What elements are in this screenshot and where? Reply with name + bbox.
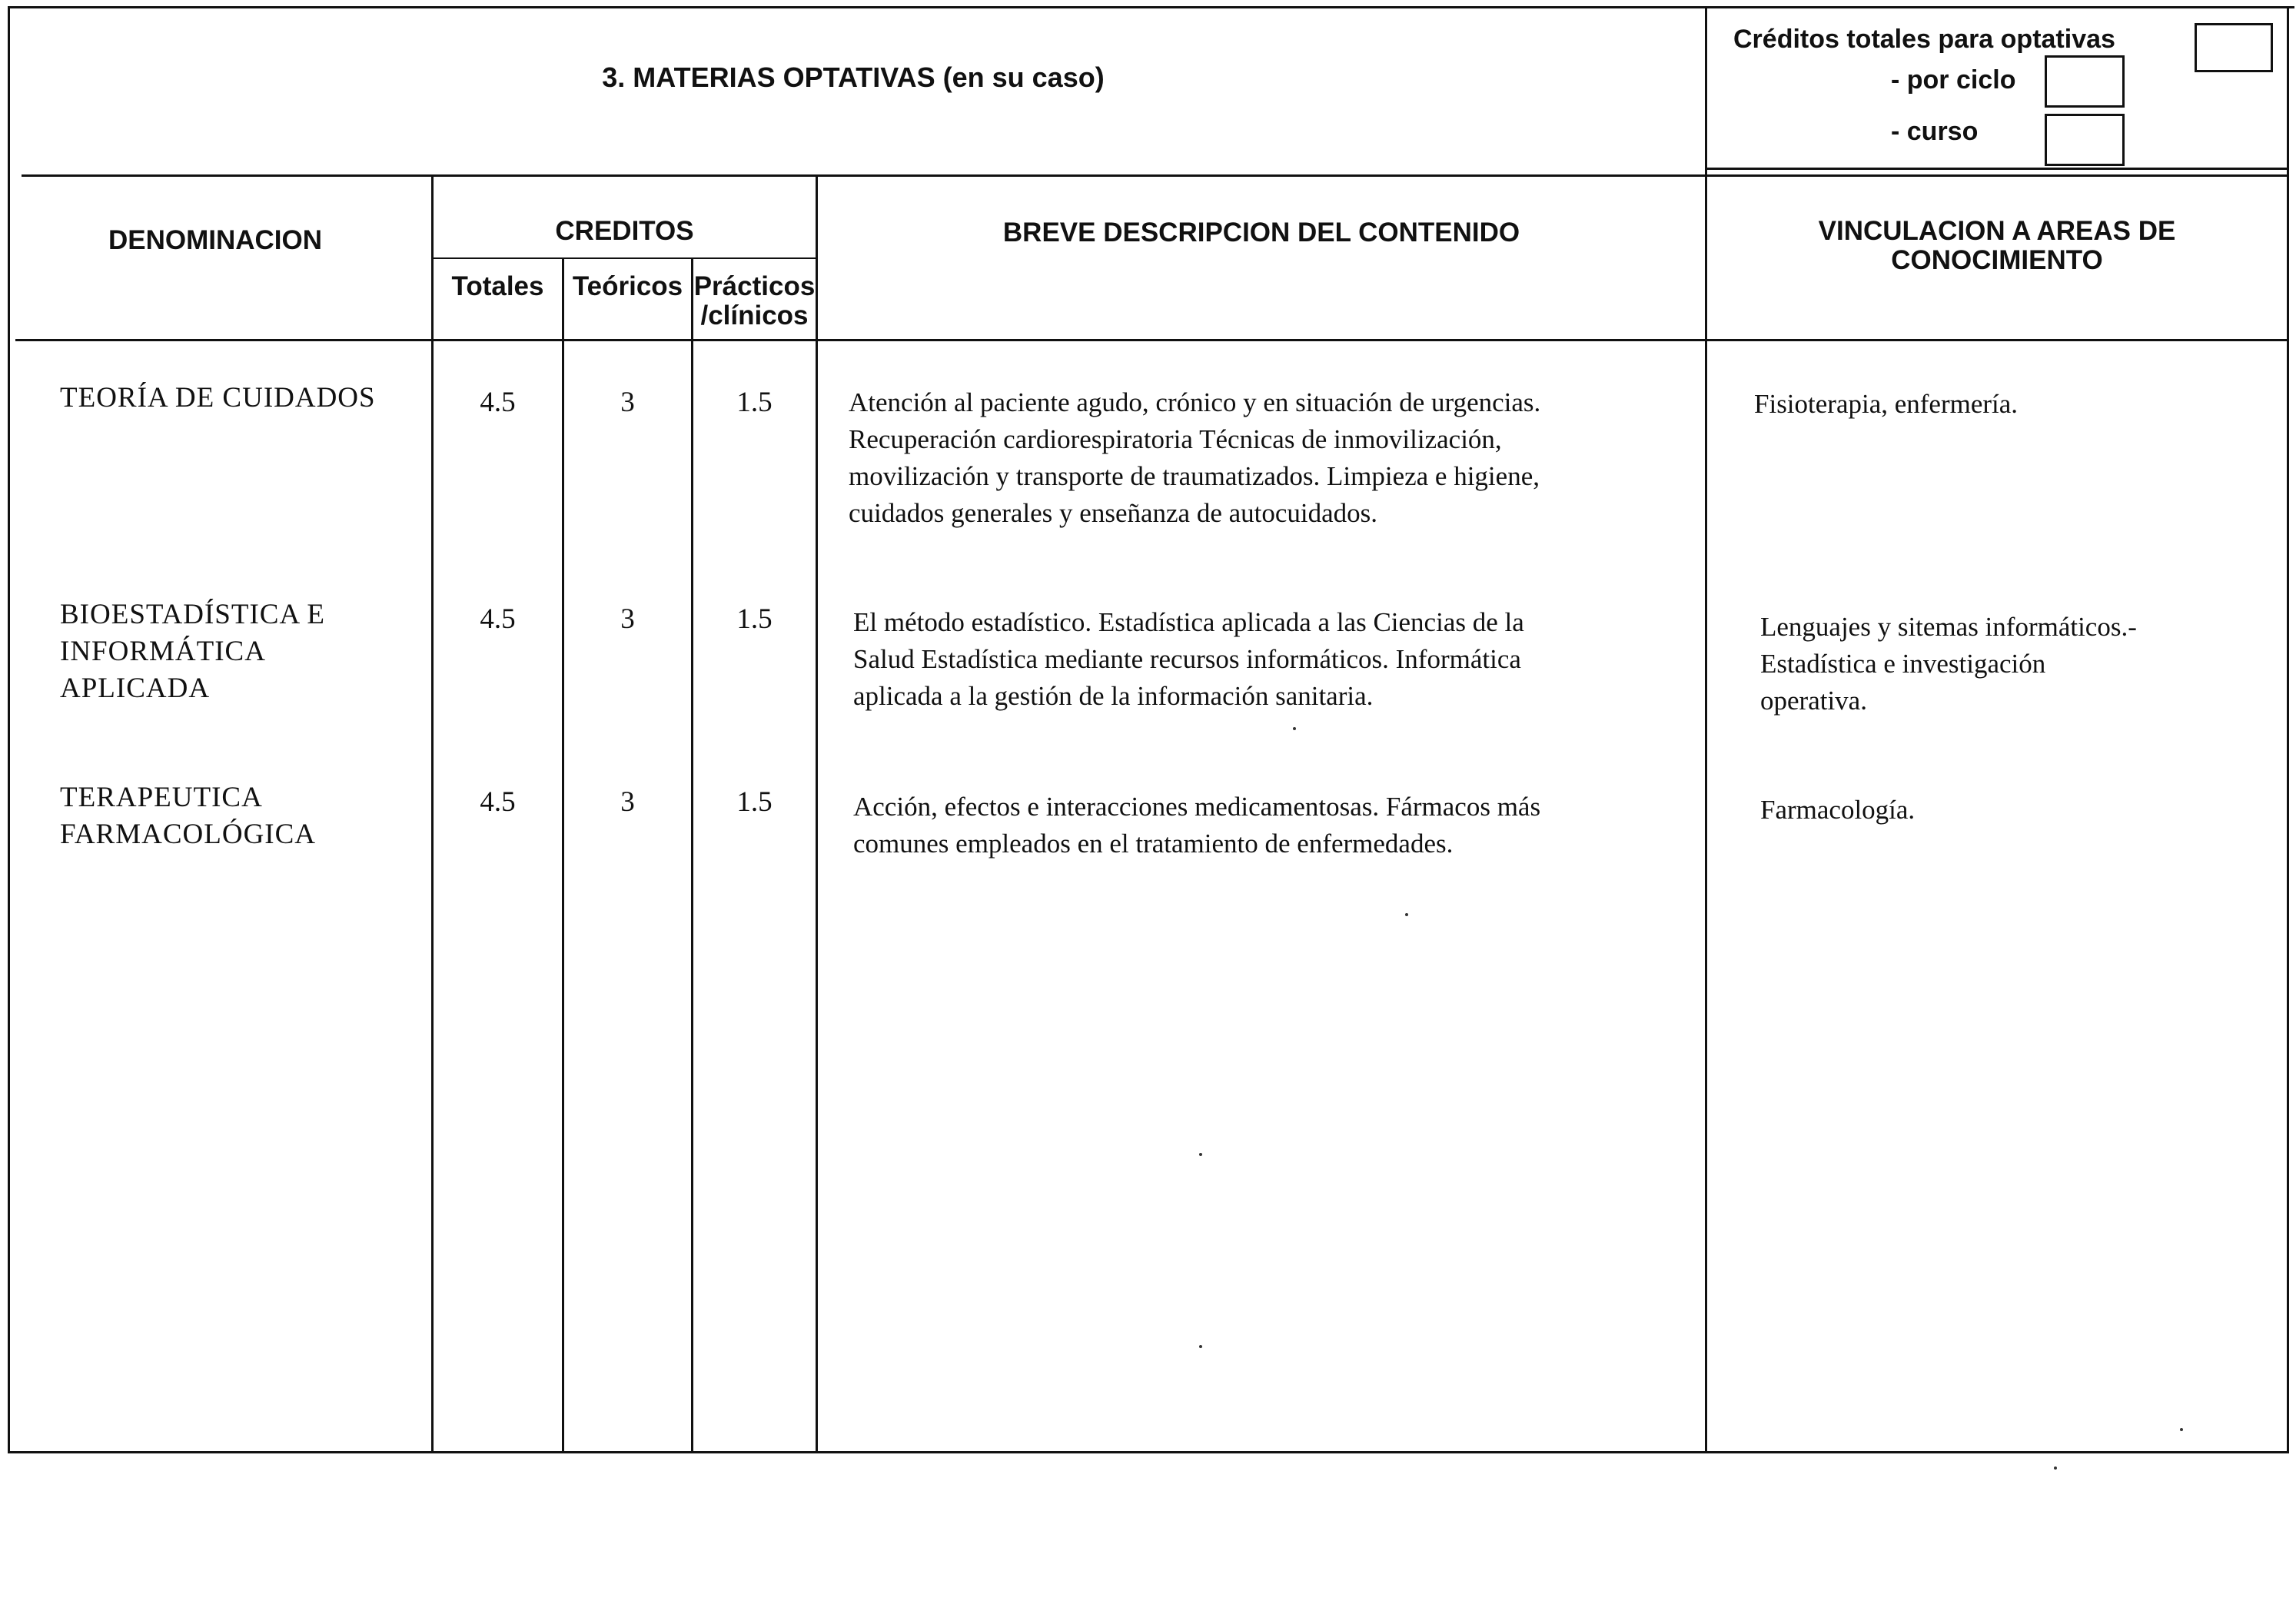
row-1-descripcion: Atención al paciente agudo, crónico y en situación de urgencias. Recuperación cardiorespiratoria Técnicas de inmovilización, movilización y transporte de traumatizados. Limpieza e higiene, cuidados generales y enseñanza de autocuidados. xyxy=(849,387,1541,528)
optativas-total-label: Créditos totales para optativas xyxy=(1733,25,2115,54)
header-teoricos: Teóricos xyxy=(572,271,683,301)
header-denominacion: DENOMINACION xyxy=(108,225,323,255)
left-border xyxy=(8,6,10,1453)
row-1-area: Fisioterapia, enfermería. xyxy=(1754,389,2019,419)
section-title: 3. MATERIAS OPTATIVAS (en su caso) xyxy=(602,61,1105,93)
row-1-practicos: 1.5 xyxy=(736,387,773,418)
scan-speck xyxy=(1199,1345,1202,1348)
col-divider-totales xyxy=(562,257,564,1453)
header-practicos-1: Prácticos xyxy=(693,271,816,301)
creditos-subheader-separator xyxy=(433,257,817,259)
col-divider-practicos xyxy=(816,175,818,1453)
row-2-denominacion: BIOESTADÍSTICA E INFORMÁTICA APLICADA xyxy=(60,599,326,704)
header-practicos-2: /clínicos xyxy=(700,301,809,330)
row-3-descripcion: Acción, efectos e interacciones medicamentosas. Fármacos más comunes empleados en el tratamiento de enfermedades. xyxy=(853,792,1541,859)
header-creditos: CREDITOS xyxy=(555,216,694,246)
scan-speck xyxy=(2180,1428,2183,1431)
optativas-box-bottom xyxy=(1706,168,2288,170)
row-2-practicos: 1.5 xyxy=(736,603,773,635)
header-descripcion: BREVE DESCRIPCION DEL CONTENIDO xyxy=(1002,218,1520,247)
row-1-teoricos: 3 xyxy=(620,387,635,418)
top-border xyxy=(8,6,2294,8)
col-divider-teoricos xyxy=(691,257,693,1453)
scan-speck xyxy=(1405,913,1408,916)
optativas-total-field[interactable] xyxy=(2195,23,2273,72)
row-2-area: Lenguajes y sitemas informáticos.- Estadística e investigación operativa. xyxy=(1760,612,2137,716)
row-2-teoricos: 3 xyxy=(620,603,635,635)
header-vinculacion-2: CONOCIMIENTO xyxy=(1891,245,2103,275)
header-vinculacion-1: VINCULACION A AREAS DE xyxy=(1818,216,2176,246)
row-3-practicos: 1.5 xyxy=(736,786,773,818)
row-3-teoricos: 3 xyxy=(620,786,635,818)
row-3-area: Farmacología. xyxy=(1760,795,1916,825)
row-2-descripcion: El método estadístico. Estadística aplicada a las Ciencias de la Salud Estadística mediante recursos informáticos. Informática aplicada a la gestión de la información sanitaria. xyxy=(853,607,1524,711)
row-1-totales: 4.5 xyxy=(480,387,516,418)
row-1-denominacion: TEORÍA DE CUIDADOS xyxy=(60,382,376,414)
scan-speck xyxy=(1293,727,1296,730)
row-3-totales: 4.5 xyxy=(480,786,516,818)
scan-speck xyxy=(2054,1466,2057,1470)
row-2-totales: 4.5 xyxy=(480,603,516,635)
title-separator xyxy=(22,174,2287,177)
right-border xyxy=(2287,6,2289,1453)
optativas-ciclo-field[interactable] xyxy=(2045,55,2125,108)
optativas-ciclo-label: - por ciclo xyxy=(1891,65,2016,95)
scan-speck xyxy=(1199,1153,1202,1156)
row-3-denominacion: TERAPEUTICA FARMACOLÓGICA xyxy=(60,782,317,850)
bottom-border xyxy=(8,1451,2289,1453)
header-separator xyxy=(15,339,2287,341)
header-totales: Totales xyxy=(451,271,544,301)
optativas-curso-field[interactable] xyxy=(2045,114,2125,166)
optativas-curso-label: - curso xyxy=(1891,117,1979,146)
